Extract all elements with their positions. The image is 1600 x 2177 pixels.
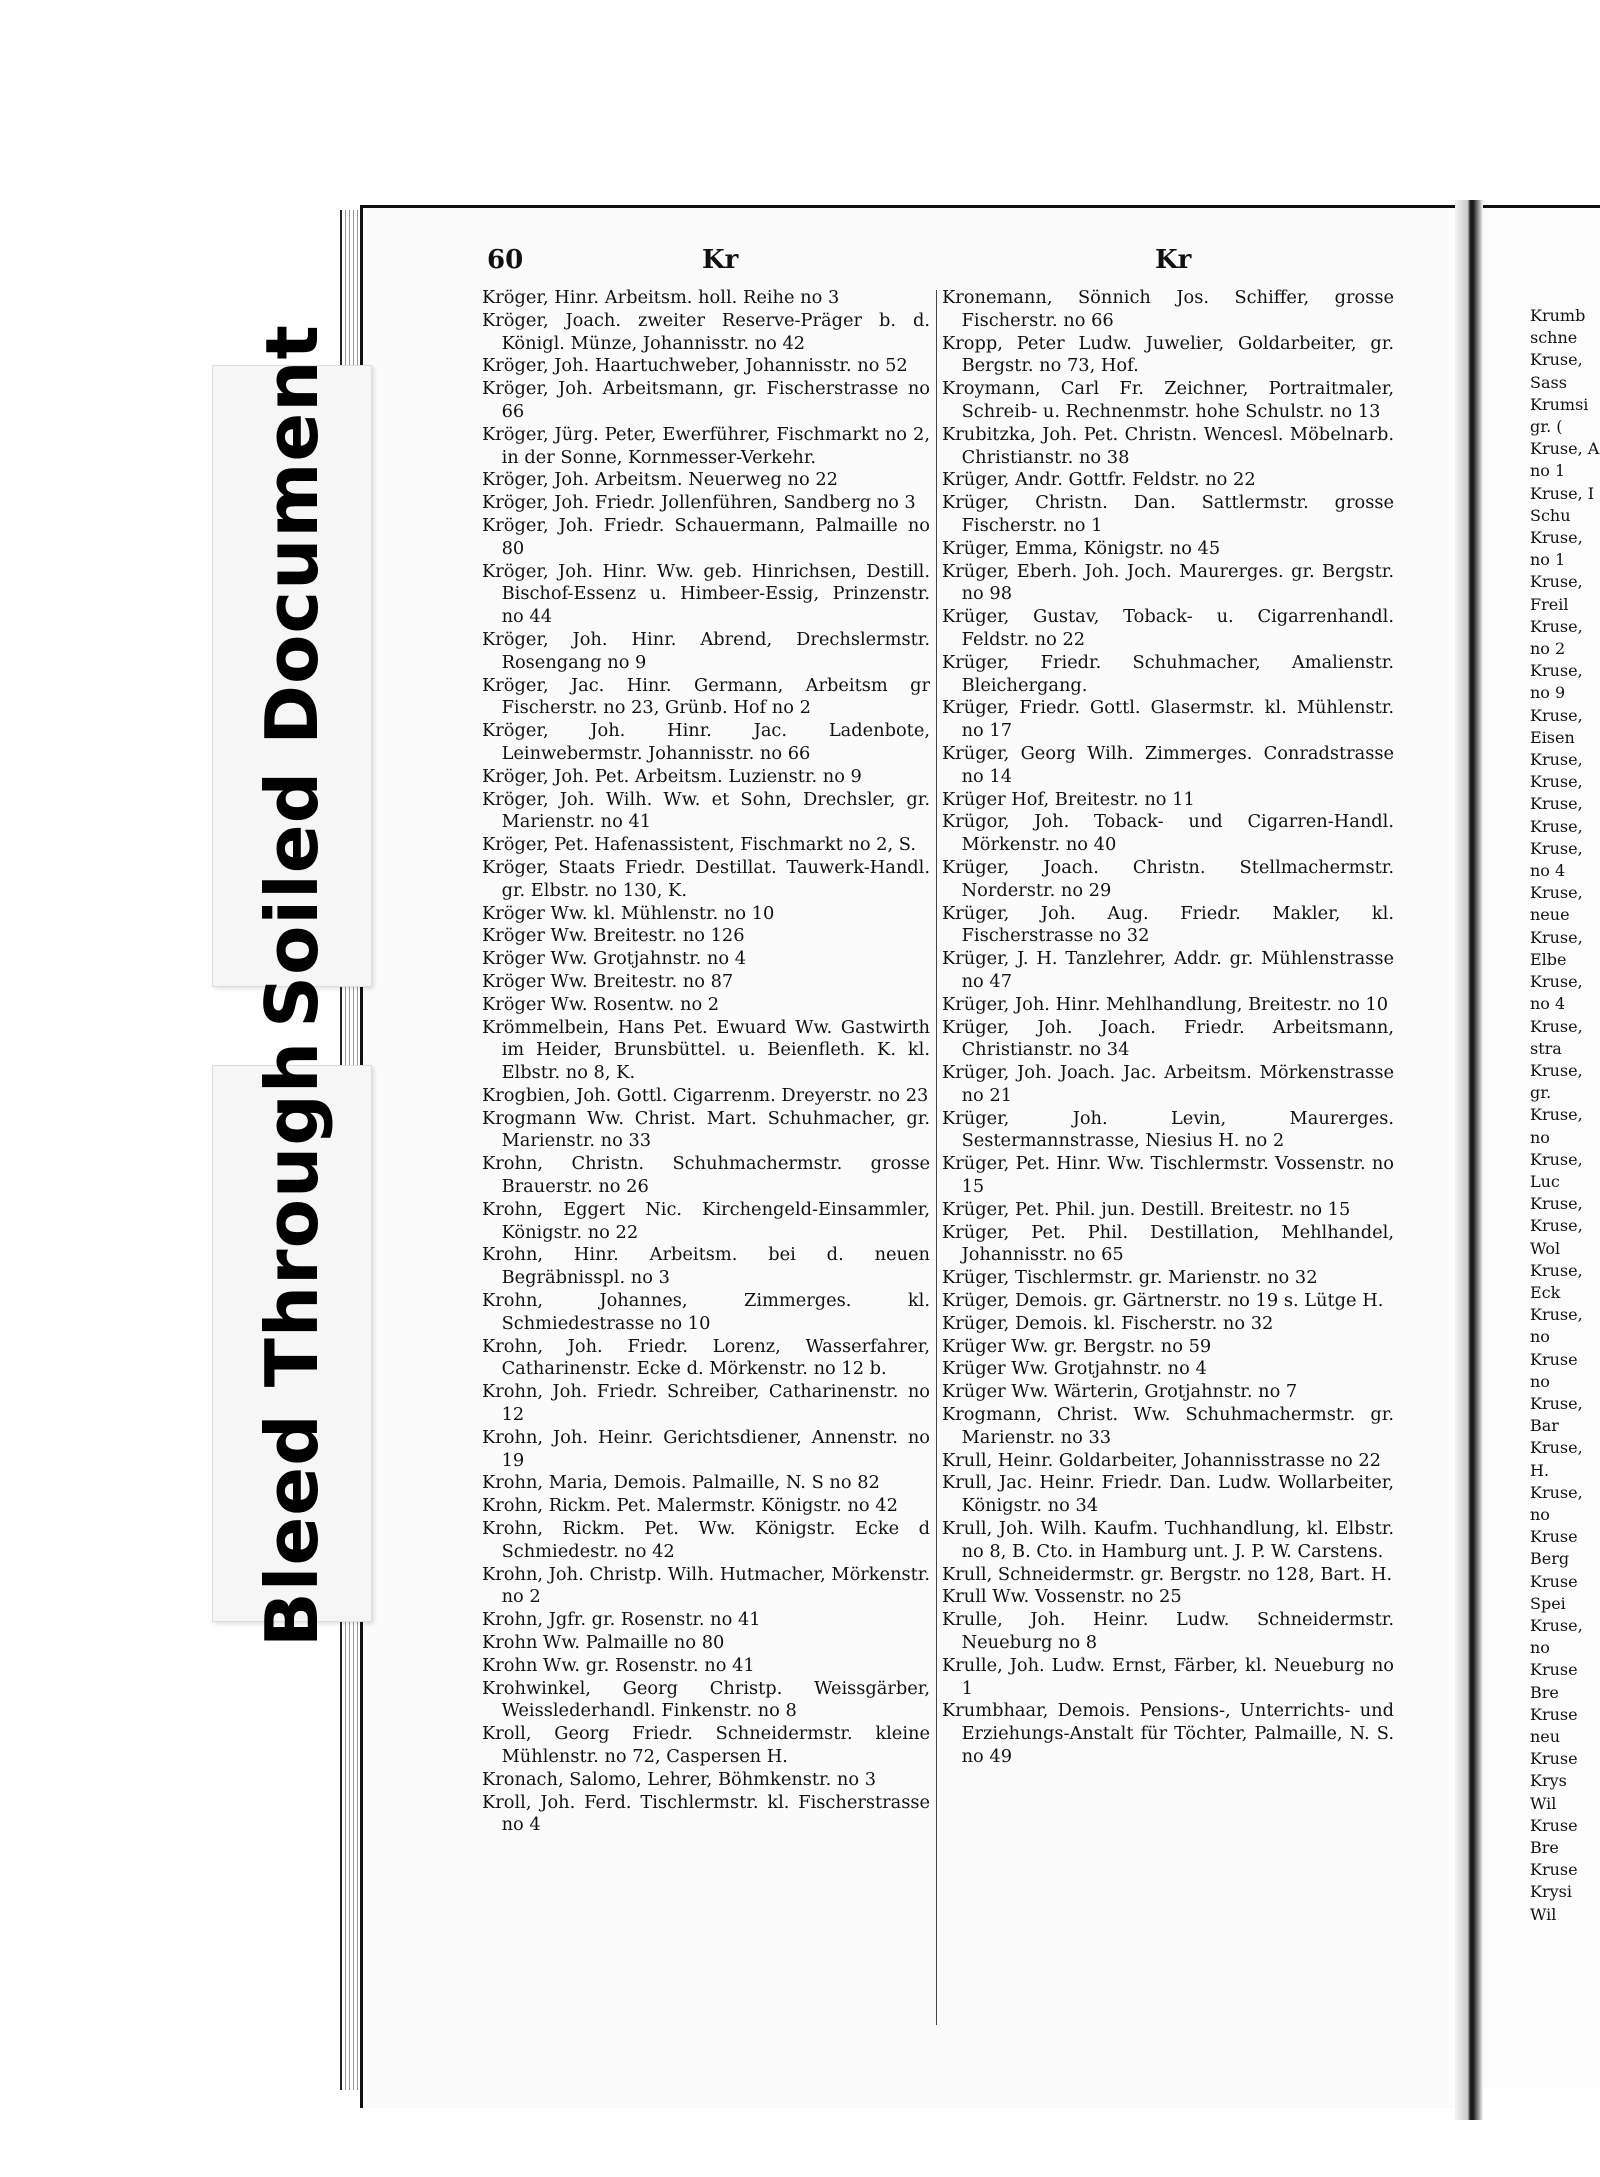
directory-entry: Kröger, Joh. Pet. Arbeitsm. Luzienstr. no 9 — [482, 765, 862, 787]
directory-entry: Kröger, Jürg. Peter, Ewerführer, Fischmarkt no 2, in der Sonne, Kornmesser-Verkehr. — [482, 423, 930, 468]
directory-entry: Kröger, Pet. Hafenassistent, Fischmarkt no 2, S. — [482, 834, 916, 856]
directory-entry: Krulle, Joh. Ludw. Ernst, Färber, kl. Neueburg no 1 — [942, 1654, 1394, 1699]
facing-page-line: Kruse, — [1530, 1615, 1583, 1635]
soiled-document-tab — [212, 324, 372, 1028]
directory-entry: Krüger, Andr. Gottfr. Feldstr. no 22 — [942, 469, 1256, 491]
facing-page-line: Kruse, — [1530, 816, 1583, 836]
facing-page-line: Eck — [1530, 1282, 1561, 1302]
directory-entry: Krüger, Gustav, Toback- u. Cigarrenhandl. Feldstr. no 22 — [942, 606, 1394, 650]
directory-entry: Kröger, Joh. Haartuchweber, Johannisstr. no 52 — [482, 355, 908, 377]
directory-entry: Krohn, Rickm. Pet. Malermstr. Königstr. no 42 — [482, 1495, 898, 1517]
directory-entry: Krull, Schneidermstr. gr. Bergstr. no 128, Bart. H. — [942, 1563, 1393, 1585]
directory-entry: Krulle, Joh. Heinr. Ludw. Schneidermstr. Neueburg no 8 — [942, 1609, 1394, 1654]
directory-entry: Krohn, Joh. Christp. Wilh. Hutmacher, Mörkenstr. no 2 — [482, 1563, 930, 1608]
directory-entry: Krüger, Joh. Joach. Jac. Arbeitsm. Mörkenstrasse no 21 — [942, 1062, 1394, 1106]
facing-page-line: no — [1530, 1504, 1550, 1524]
facing-page-line: stra — [1530, 1038, 1562, 1058]
directory-entry: Krull, Joh. Wilh. Kaufm. Tuchhandlung, kl. Elbstr. no 8, B. Cto. in Hamburg unt. J. P. W. Carstens. — [942, 1518, 1394, 1562]
facing-page-line: Bre — [1530, 1682, 1559, 1702]
facing-page-line: Kruse, — [1530, 794, 1583, 814]
directory-entry: Krüger Ww. Wärterin, Grotjahnstr. no 7 — [942, 1381, 1298, 1403]
facing-page-line: Schu — [1530, 505, 1571, 525]
directory-entry: Krohn, Jgfr. gr. Rosenstr. no 41 — [482, 1609, 761, 1631]
facing-page-line: no 4 — [1530, 994, 1566, 1014]
directory-entry: Krüger Hof, Breitestr. no 11 — [942, 788, 1195, 810]
directory-entry: Krüger, Joach. Christn. Stellmachermstr. Norderstr. no 29 — [942, 856, 1394, 901]
directory-entry: Kröger, Joh. Friedr. Schauermann, Palmaille no 80 — [482, 514, 930, 559]
directory-entry: Krohn, Christn. Schuhmachermstr. grosse Brauerstr. no 26 — [482, 1153, 930, 1198]
directory-entry: Kröger, Joh. Wilh. Ww. et Sohn, Drechsler, gr. Marienstr. no 41 — [482, 788, 930, 833]
facing-page-line: Kruse, — [1530, 1393, 1583, 1413]
directory-entry: Krogmann Ww. Christ. Mart. Schuhmacher, gr. Marienstr. no 33 — [482, 1107, 930, 1152]
directory-entry: Krohn, Hinr. Arbeitsm. bei d. neuen Begräbnisspl. no 3 — [482, 1244, 930, 1289]
directory-entry: Kröger, Joh. Friedr. Jollenführen, Sandberg no 3 — [482, 492, 916, 514]
directory-entry: Krohwinkel, Georg Christp. Weissgärber, Weisslederhandl. Finkenstr. no 8 — [482, 1677, 930, 1722]
directory-entry: Krohn, Joh. Heinr. Gerichtsdiener, Annenstr. no 19 — [482, 1426, 930, 1471]
facing-page-line: no — [1530, 1638, 1550, 1658]
directory-entry: Krügor, Joh. Toback- und Cigarren-Handl. Mörkenstr. no 40 — [942, 811, 1394, 856]
facing-page-line: no — [1530, 1327, 1550, 1347]
facing-page-line: Kruse, — [1530, 705, 1583, 725]
directory-entry: Krohn, Joh. Friedr. Schreiber, Catharinenstr. no 12 — [482, 1381, 930, 1426]
directory-entry: Krüger, Pet. Phil. Destillation, Mehlhandel, Johannisstr. no 65 — [942, 1221, 1394, 1266]
directory-entry: Krüger, Joh. Joach. Friedr. Arbeitsmann, Christianstr. no 34 — [942, 1016, 1394, 1061]
directory-entry: Kronach, Salomo, Lehrer, Böhmkenstr. no 3 — [482, 1768, 877, 1790]
directory-entry: Krohn, Maria, Demois. Palmaille, N. S no 82 — [482, 1472, 880, 1494]
facing-page-line: Kruse, — [1530, 1260, 1583, 1280]
page-number: 60 — [487, 245, 524, 275]
facing-page-line: Kruse, — [1530, 528, 1583, 548]
facing-page-line: Kruse — [1530, 1815, 1578, 1835]
facing-page-line: Kruse — [1530, 1704, 1578, 1724]
directory-entry: Krüger, Demois. gr. Gärtnerstr. no 19 s. Lütge H. — [942, 1290, 1384, 1312]
directory-entry: Kröger, Joh. Hinr. Jac. Ladenbote, Leinwebermstr. Johannisstr. no 66 — [482, 720, 930, 764]
facing-page-line: Kruse, — [1530, 883, 1583, 903]
directory-entry: Krüger, J. H. Tanzlehrer, Addr. gr. Mühlenstrasse no 47 — [942, 948, 1394, 992]
directory-entry: Kröger Ww. Breitestr. no 126 — [482, 925, 745, 947]
facing-page-line: Spei — [1530, 1593, 1566, 1613]
directory-entry: Krohn, Joh. Friedr. Lorenz, Wasserfahrer, Catharinenstr. Ecke d. Mörkenstr. no 12 b. — [482, 1335, 930, 1380]
facing-page-line: Kruse, — [1530, 1482, 1583, 1502]
directory-entry: Kroymann, Carl Fr. Zeichner, Portraitmaler, Schreib- u. Rechnenmstr. hohe Schulstr. no 13 — [942, 378, 1394, 422]
facing-page-line: Kruse, — [1530, 1194, 1583, 1214]
directory-entry: Krüger, Pet. Phil. jun. Destill. Breitestr. no 15 — [942, 1198, 1351, 1220]
facing-page-line: neue — [1530, 905, 1570, 925]
directory-entry: Krüger, Joh. Aug. Friedr. Makler, kl. Fischerstrasse no 32 — [942, 902, 1394, 947]
facing-page-line: Bar — [1530, 1416, 1559, 1436]
facing-page-line: gr. — [1530, 1083, 1552, 1103]
directory-entry: Kröger, Joach. zweiter Reserve-Präger b. d. Königl. Münze, Johannisstr. no 42 — [482, 309, 930, 354]
directory-entry: Krüger, Emma, Königstr. no 45 — [942, 537, 1221, 559]
directory-entry: Krohn, Rickm. Pet. Ww. Königstr. Ecke d Schmiedestr. no 42 — [482, 1518, 930, 1562]
facing-page-line: Krumsi — [1530, 394, 1589, 414]
facing-page-line: Freil — [1530, 594, 1569, 614]
facing-page-line: no — [1530, 1127, 1550, 1147]
directory-entry: Krüger Ww. gr. Bergstr. no 59 — [942, 1335, 1212, 1357]
facing-page-line: Kruse — [1530, 1749, 1578, 1769]
directory-entry: Krüger, Joh. Hinr. Mehlhandlung, Breitestr. no 10 — [942, 993, 1389, 1015]
facing-page-line: Wol — [1530, 1238, 1561, 1258]
facing-page-line: neu — [1530, 1727, 1561, 1746]
directory-entry: Kröger, Joh. Hinr. Ww. geb. Hinrichsen, Destill. Bischof-Essenz u. Himbeer-Essig, Prinzenstr. no 44 — [482, 560, 930, 628]
facing-page-line: no 1 — [1530, 550, 1566, 570]
facing-page-line: Kruse, — [1530, 838, 1583, 858]
directory-entry: Krohn Ww. Palmaille no 80 — [482, 1632, 725, 1654]
directory-entry: Krogmann, Christ. Ww. Schuhmachermstr. gr. Marienstr. no 33 — [942, 1404, 1394, 1448]
facing-page-line: Krumb — [1530, 306, 1586, 325]
directory-entry: Krüger, Demois. kl. Fischerstr. no 32 — [942, 1312, 1274, 1334]
directory-entry: Krüger, Pet. Hinr. Ww. Tischlermstr. Vossenstr. no 15 — [942, 1153, 1394, 1198]
directory-entry: Krüger Ww. Grotjahnstr. no 4 — [942, 1358, 1207, 1380]
facing-page-line: Kruse, — [1530, 750, 1583, 770]
facing-page-line: Luc — [1530, 1171, 1560, 1191]
facing-page-line: Kruse, — [1530, 661, 1583, 681]
facing-page-line: Kruse, — [1530, 1060, 1583, 1080]
directory-entry: Krüger, Friedr. Gottl. Glasermstr. kl. Mühlenstr. no 17 — [942, 697, 1394, 742]
directory-entry: Krubitzka, Joh. Pet. Christn. Wencesl. Möbelnarb. Christianstr. no 38 — [942, 423, 1394, 468]
facing-page-line: no 1 — [1530, 461, 1566, 481]
directory-entry: Kröger, Joh. Arbeitsm. Neuerweg no 22 — [482, 469, 838, 491]
facing-page-line: Kruse, — [1530, 927, 1583, 947]
book-gutter — [1455, 200, 1483, 2120]
facing-page-line: Eisen — [1530, 727, 1575, 747]
facing-page-line: Kruse, — [1530, 572, 1583, 592]
directory-entry: Krüger, Eberh. Joh. Joch. Maurerges. gr. Bergstr. no 98 — [942, 560, 1394, 605]
directory-entry: Kroll, Georg Friedr. Schneidermstr. kleine Mühlenstr. no 72, Caspersen H. — [482, 1723, 930, 1767]
facing-page-line: Kruse, I — [1530, 483, 1595, 503]
directory-entry: Krull, Heinr. Goldarbeiter, Johannisstrasse no 22 — [942, 1449, 1381, 1471]
directory-entry: Kröger, Jac. Hinr. Germann, Arbeitsm gr Fischerstr. no 23, Grünb. Hof no 2 — [482, 674, 930, 719]
facing-page-line: Krysi — [1530, 1882, 1572, 1902]
directory-entry: Kröger Ww. Grotjahnstr. no 4 — [482, 948, 747, 970]
facing-page-line: Wil — [1530, 1793, 1557, 1813]
facing-page-line: Elbe — [1530, 949, 1567, 969]
soiled-document-label: Soiled Document — [250, 324, 334, 1028]
directory-entry: Kröger Ww. Breitestr. no 87 — [482, 970, 734, 992]
directory-entry: Kröger, Hinr. Arbeitsm. holl. Reihe no 3 — [482, 287, 840, 308]
directory-entry: Kroll, Joh. Ferd. Tischlermstr. kl. Fischerstrasse no 4 — [482, 1791, 930, 1836]
facing-page-line: no — [1530, 1371, 1550, 1391]
facing-page-line: Krys — [1530, 1771, 1567, 1791]
directory-entry: Krüger, Christn. Dan. Sattlermstr. grosse Fischerstr. no 1 — [942, 492, 1394, 536]
directory-entry: Krull, Jac. Heinr. Friedr. Dan. Ludw. Wollarbeiter, Königstr. no 34 — [942, 1472, 1394, 1517]
facing-page-line: Sass — [1530, 372, 1567, 392]
facing-page-line: Kruse, — [1530, 350, 1583, 370]
running-head-right: Kr — [1155, 245, 1192, 275]
facing-page-line: no 4 — [1530, 861, 1566, 881]
facing-page-line: Kruse, — [1530, 1149, 1583, 1169]
facing-page-text-strip — [1530, 305, 1599, 1926]
facing-page-line: Kruse, — [1530, 1216, 1583, 1236]
directory-entry: Kröger Ww. Rosentw. no 2 — [482, 993, 720, 1015]
facing-page-line: Kruse, — [1530, 1438, 1583, 1458]
directory-entry: Krohn, Eggert Nic. Kirchengeld-Einsammler, Königstr. no 22 — [482, 1198, 930, 1243]
facing-page-line: Kruse, — [1530, 1016, 1583, 1036]
directory-entry: Kronemann, Sönnich Jos. Schiffer, grosse Fischerstr. no 66 — [942, 287, 1394, 331]
facing-page-line: Kruse, — [1530, 1305, 1583, 1325]
facing-page-line: Kruse, — [1530, 1105, 1583, 1125]
directory-entry: Krüger, Georg Wilh. Zimmerges. Conradstrasse no 14 — [942, 742, 1394, 787]
facing-page-line: gr. ( — [1530, 417, 1563, 437]
facing-page-line: Kruse, — [1530, 972, 1583, 992]
facing-page-line: H. — [1530, 1460, 1550, 1480]
facing-page-line: no 2 — [1530, 639, 1566, 659]
directory-entry: Kröger, Staats Friedr. Destillat. Tauwerk-Handl. gr. Elbstr. no 130, K. — [482, 856, 930, 901]
directory-entry: Krogbien, Joh. Gottl. Cigarrenm. Dreyerstr. no 23 — [482, 1084, 929, 1106]
bleed-through-label: Bleed Through — [250, 1040, 334, 1647]
left-column — [482, 287, 930, 1837]
facing-page-line: Bre — [1530, 1838, 1559, 1858]
facing-page-line: Kruse — [1530, 1660, 1578, 1680]
directory-entry: Kröger Ww. kl. Mühlenstr. no 10 — [482, 902, 775, 924]
facing-page-line: Kruse, A — [1530, 439, 1600, 459]
directory-entry: Kröger, Joh. Arbeitsmann, gr. Fischerstrasse no 66 — [482, 378, 930, 422]
facing-page-line: Kruse — [1530, 1571, 1578, 1591]
directory-entry: Kröger, Joh. Hinr. Abrend, Drechslermstr. Rosengang no 9 — [482, 628, 930, 673]
facing-page-line: Berg — [1530, 1549, 1570, 1569]
directory-entry: Krüger, Friedr. Schuhmacher, Amalienstr. Bleichergang. — [942, 651, 1394, 696]
facing-page-line: no 9 — [1530, 683, 1566, 703]
directory-entry: Krohn, Johannes, Zimmerges. kl. Schmiedestrasse no 10 — [482, 1290, 930, 1334]
bleed-through-tab — [212, 1040, 372, 1647]
facing-page-line: Kruse — [1530, 1527, 1578, 1547]
facing-page-line: Kruse — [1530, 1860, 1578, 1880]
directory-entry: Krömmelbein, Hans Pet. Ewuard Ww. Gastwirth im Heider, Brunsbüttel. u. Beienfleth. K. kl. Elbstr. no 8, K. — [482, 1016, 930, 1084]
directory-entry: Krohn Ww. gr. Rosenstr. no 41 — [482, 1654, 755, 1676]
directory-entry: Krüger, Joh. Levin, Maurerges. Sestermannstrasse, Niesius H. no 2 — [942, 1107, 1394, 1152]
facing-page-line: Kruse, — [1530, 616, 1583, 636]
facing-page-line: Wil — [1530, 1904, 1557, 1924]
directory-entry: Kropp, Peter Ludw. Juwelier, Goldarbeiter, gr. Bergstr. no 73, Hof. — [942, 332, 1394, 377]
facing-page-line: Kruse — [1530, 1349, 1578, 1369]
directory-entry: Krumbhaar, Demois. Pensions-, Unterrichts- und Erziehungs-Anstalt für Töchter, Palmaille, N. S. no 49 — [942, 1700, 1394, 1767]
directory-entry: Krull Ww. Vossenstr. no 25 — [942, 1586, 1182, 1608]
right-column — [942, 287, 1394, 1769]
facing-page-line: schne — [1530, 328, 1578, 348]
column-divider — [936, 290, 937, 2025]
directory-entry: Krüger, Tischlermstr. gr. Marienstr. no 32 — [942, 1267, 1318, 1289]
facing-page-line: Kruse, — [1530, 772, 1583, 792]
running-head-left: Kr — [702, 245, 739, 275]
